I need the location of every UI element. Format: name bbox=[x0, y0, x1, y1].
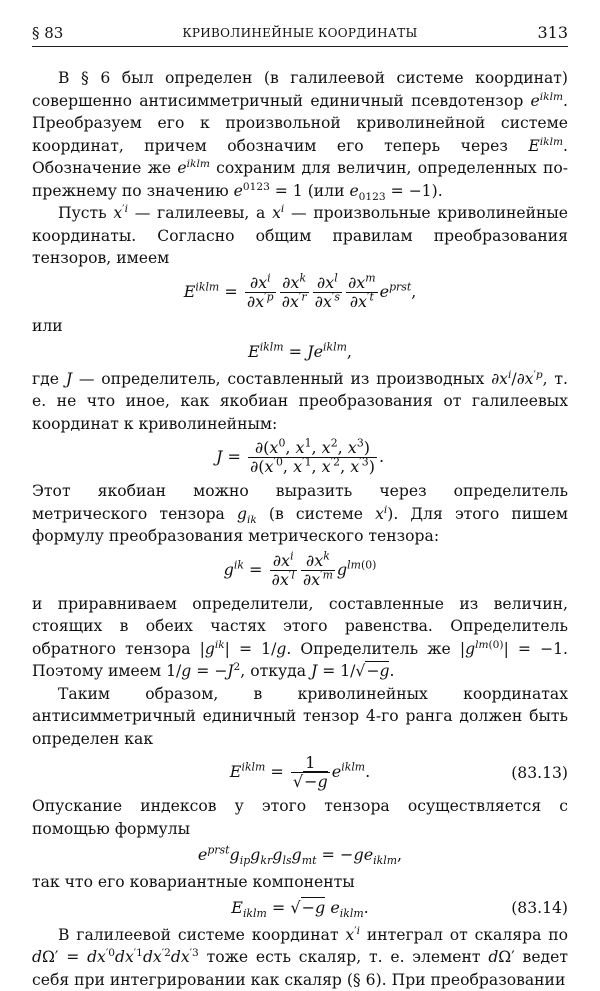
paragraph: Пусть $x^{'i}$ — галилеевы, а $x^i$ — произвольные криволинейные координаты. Согласно общим правилам преобразования тензоров, имеем bbox=[32, 202, 568, 270]
equation-lowering: $e^{prst}g_{ip}g_{kr}g_{ls}g_{mt} = -ge_{iklm}$, bbox=[32, 844, 568, 867]
equation-metric-transform: $g^{ik}$ = $\frac{\partial x^i}{\partial x^{'l}}$ $\frac{\partial x^k}{\partial x^{'m}}$ $g^{lm(0)}$ bbox=[32, 552, 568, 589]
running-header bbox=[32, 22, 568, 47]
equation-number: (83.14) bbox=[511, 897, 568, 920]
equation-83-13: $E^{iklm}$ = $\frac{1}{√-g}$ $e^{iklm}$. (83.13) bbox=[32, 754, 568, 791]
paragraph: В § 6 был определен (в галилеевой системе координат) совершенно антисимметричный единичный псевдотензор $e^{iklm}$. Преобразуем его к произвольной криволинейной системе координат, причем обозначим его теперь через $E^{iklm}$. Обозначение же $e^{iklm}$ сохраним для величин, определенных по-прежнему по значению $e^{0123} = 1$ (или $e_{0123} = -1$). bbox=[32, 67, 568, 202]
paragraph: и приравниваем определители, составленные из величин, стоящих в обеих частях этого равенства. Определитель обратного тензора $|g^{ik}| = 1/g$. Определитель же $|g^{lm(0)}| = -1$. Поэтому имеем $1/g = -J^2$, откуда J = 1/√−g. bbox=[32, 593, 568, 683]
page-number: 313 bbox=[537, 23, 568, 42]
chapter-title: КРИВОЛИНЕЙНЫЕ КООРДИНАТЫ bbox=[32, 26, 568, 40]
equation-jacobian-relation: $E^{iklm} = Je^{iklm}$, bbox=[32, 341, 568, 364]
paragraph: В галилеевой системе координат $x^{'i}$ интеграл от скаляра по $d\Omega' = dx^{'0}dx^{'1}dx^{'2}dx^{'3}$ тоже есть скаляр, т. е. элемент dΩ′ ведет себя при интегрировании как скаляр (§ 6). При преобразовании bbox=[32, 924, 568, 991]
equation-83-14: $E_{iklm} = √-g$ $e_{iklm}$. (83.14) bbox=[32, 897, 568, 920]
paragraph: Таким образом, в криволинейных координатах антисимметричный единичный тензор 4-го ранга должен быть определен как bbox=[32, 683, 568, 751]
paragraph: или bbox=[32, 315, 568, 338]
paragraph: где J — определитель, составленный из производных $\partial x^i/\partial x^{'p}$, т. е. не что иное, как якобиан преобразования от галилеевых координат к криволинейным: bbox=[32, 368, 568, 436]
page-body bbox=[32, 67, 568, 991]
book-page bbox=[32, 22, 568, 991]
equation-transform: $E^{iklm}$ = $\frac{\partial x^i}{\partial x^{'p}}$ $\frac{\partial x^k}{\partial x^{'r}}$ $\frac{\partial x^l}{\partial x^{'s}}$ $\frac{\partial x^m}{\partial x^{'t}}$ $e^{prst}$, bbox=[32, 274, 568, 311]
section-number: § 83 bbox=[32, 24, 63, 42]
paragraph: Этот якобиан можно выразить через определитель метрического тензора $g_{ik}$ (в системе $x^i$). Для этого пишем формулу преобразования метрического тензора: bbox=[32, 480, 568, 548]
equation-number: (83.13) bbox=[511, 761, 568, 784]
paragraph: Опускание индексов у этого тензора осуществляется с помощью формулы bbox=[32, 795, 568, 840]
equation-jacobian: J = $\frac{\partial(x^0, x^1, x^2, x^3)}{\partial(x^{'0}, x^{'1}, x^{'2}, x^{'3})}$ . bbox=[32, 439, 568, 476]
paragraph: так что его ковариантные компоненты bbox=[32, 871, 568, 894]
